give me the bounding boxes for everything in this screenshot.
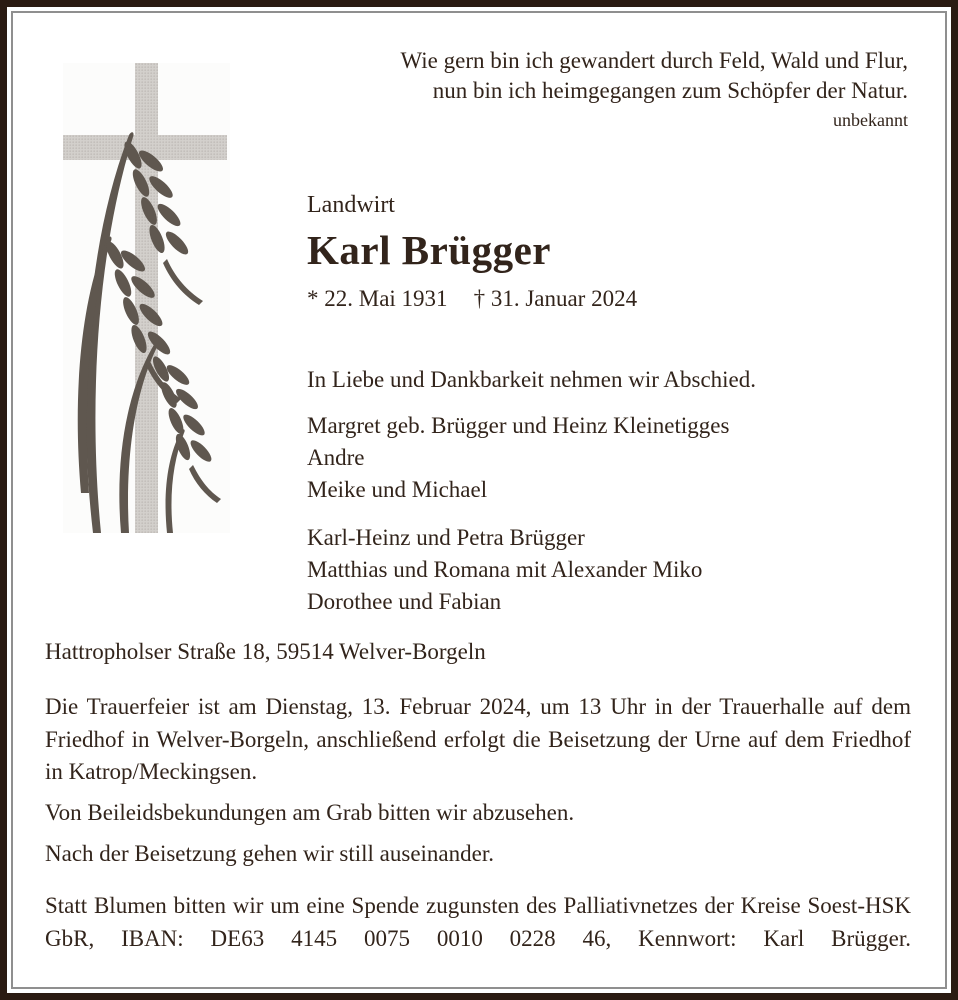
quote-attribution: unbekannt (833, 110, 908, 130)
quote-line-2: nun bin ich heimgegangen zum Schöpfer der Natur. (432, 78, 908, 103)
death-date: † 31. Januar 2024 (473, 286, 638, 311)
funeral-details-paragraph: Die Trauerfeier ist am Dienstag, 13. Februar 2024, um 13 Uhr in der Trauerhalle auf dem Friedhof in Welver-Borgeln, anschließend erfolgt die Beisetzung der Urne auf dem Friedhof in Katrop/Meckingsen. (45, 694, 911, 784)
deceased-name: Karl Brügger (307, 227, 551, 273)
birth-date: * 22. Mai 1931 (307, 286, 448, 311)
address-line: Hattropholser Straße 18, 59514 Welver-Borgeln (45, 639, 486, 664)
life-dates (307, 284, 637, 314)
condolence-request: Von Beileidsbekundungen am Grab bitten wir abzusehen. (45, 800, 575, 825)
mourner-line: Karl-Heinz und Petra Brügger (307, 525, 585, 550)
mourner-line: Matthias und Romana mit Alexander Miko (307, 557, 703, 582)
cross-wheat-icon (63, 63, 230, 533)
farewell-text: In Liebe und Dankbarkeit nehmen wir Abschied. (307, 367, 757, 392)
profession-label: Landwirt (307, 192, 395, 218)
quote-line-1: Wie gern bin ich gewandert durch Feld, Wald und Flur, (400, 48, 908, 73)
memorial-quote (400, 46, 908, 132)
mourner-line: Dorothee und Fabian (307, 589, 502, 614)
mourner-line: Andre (307, 445, 365, 470)
mourner-line: Margret geb. Brügger und Heinz Kleinetigges (307, 413, 730, 438)
mourners-group-2 (307, 522, 702, 618)
mourner-line: Meike und Michael (307, 477, 488, 502)
donation-paragraph: Statt Blumen bitten wir um eine Spende zugunsten des Palliativnetzes der Kreise Soest-HSK GbR, IBAN: DE63 4145 0075 0010 0228 46, Kennwort: Karl Brügger. (45, 893, 911, 951)
closing-note: Nach der Beisetzung gehen wir still auseinander. (45, 841, 494, 866)
mourners-group-1 (307, 410, 729, 506)
